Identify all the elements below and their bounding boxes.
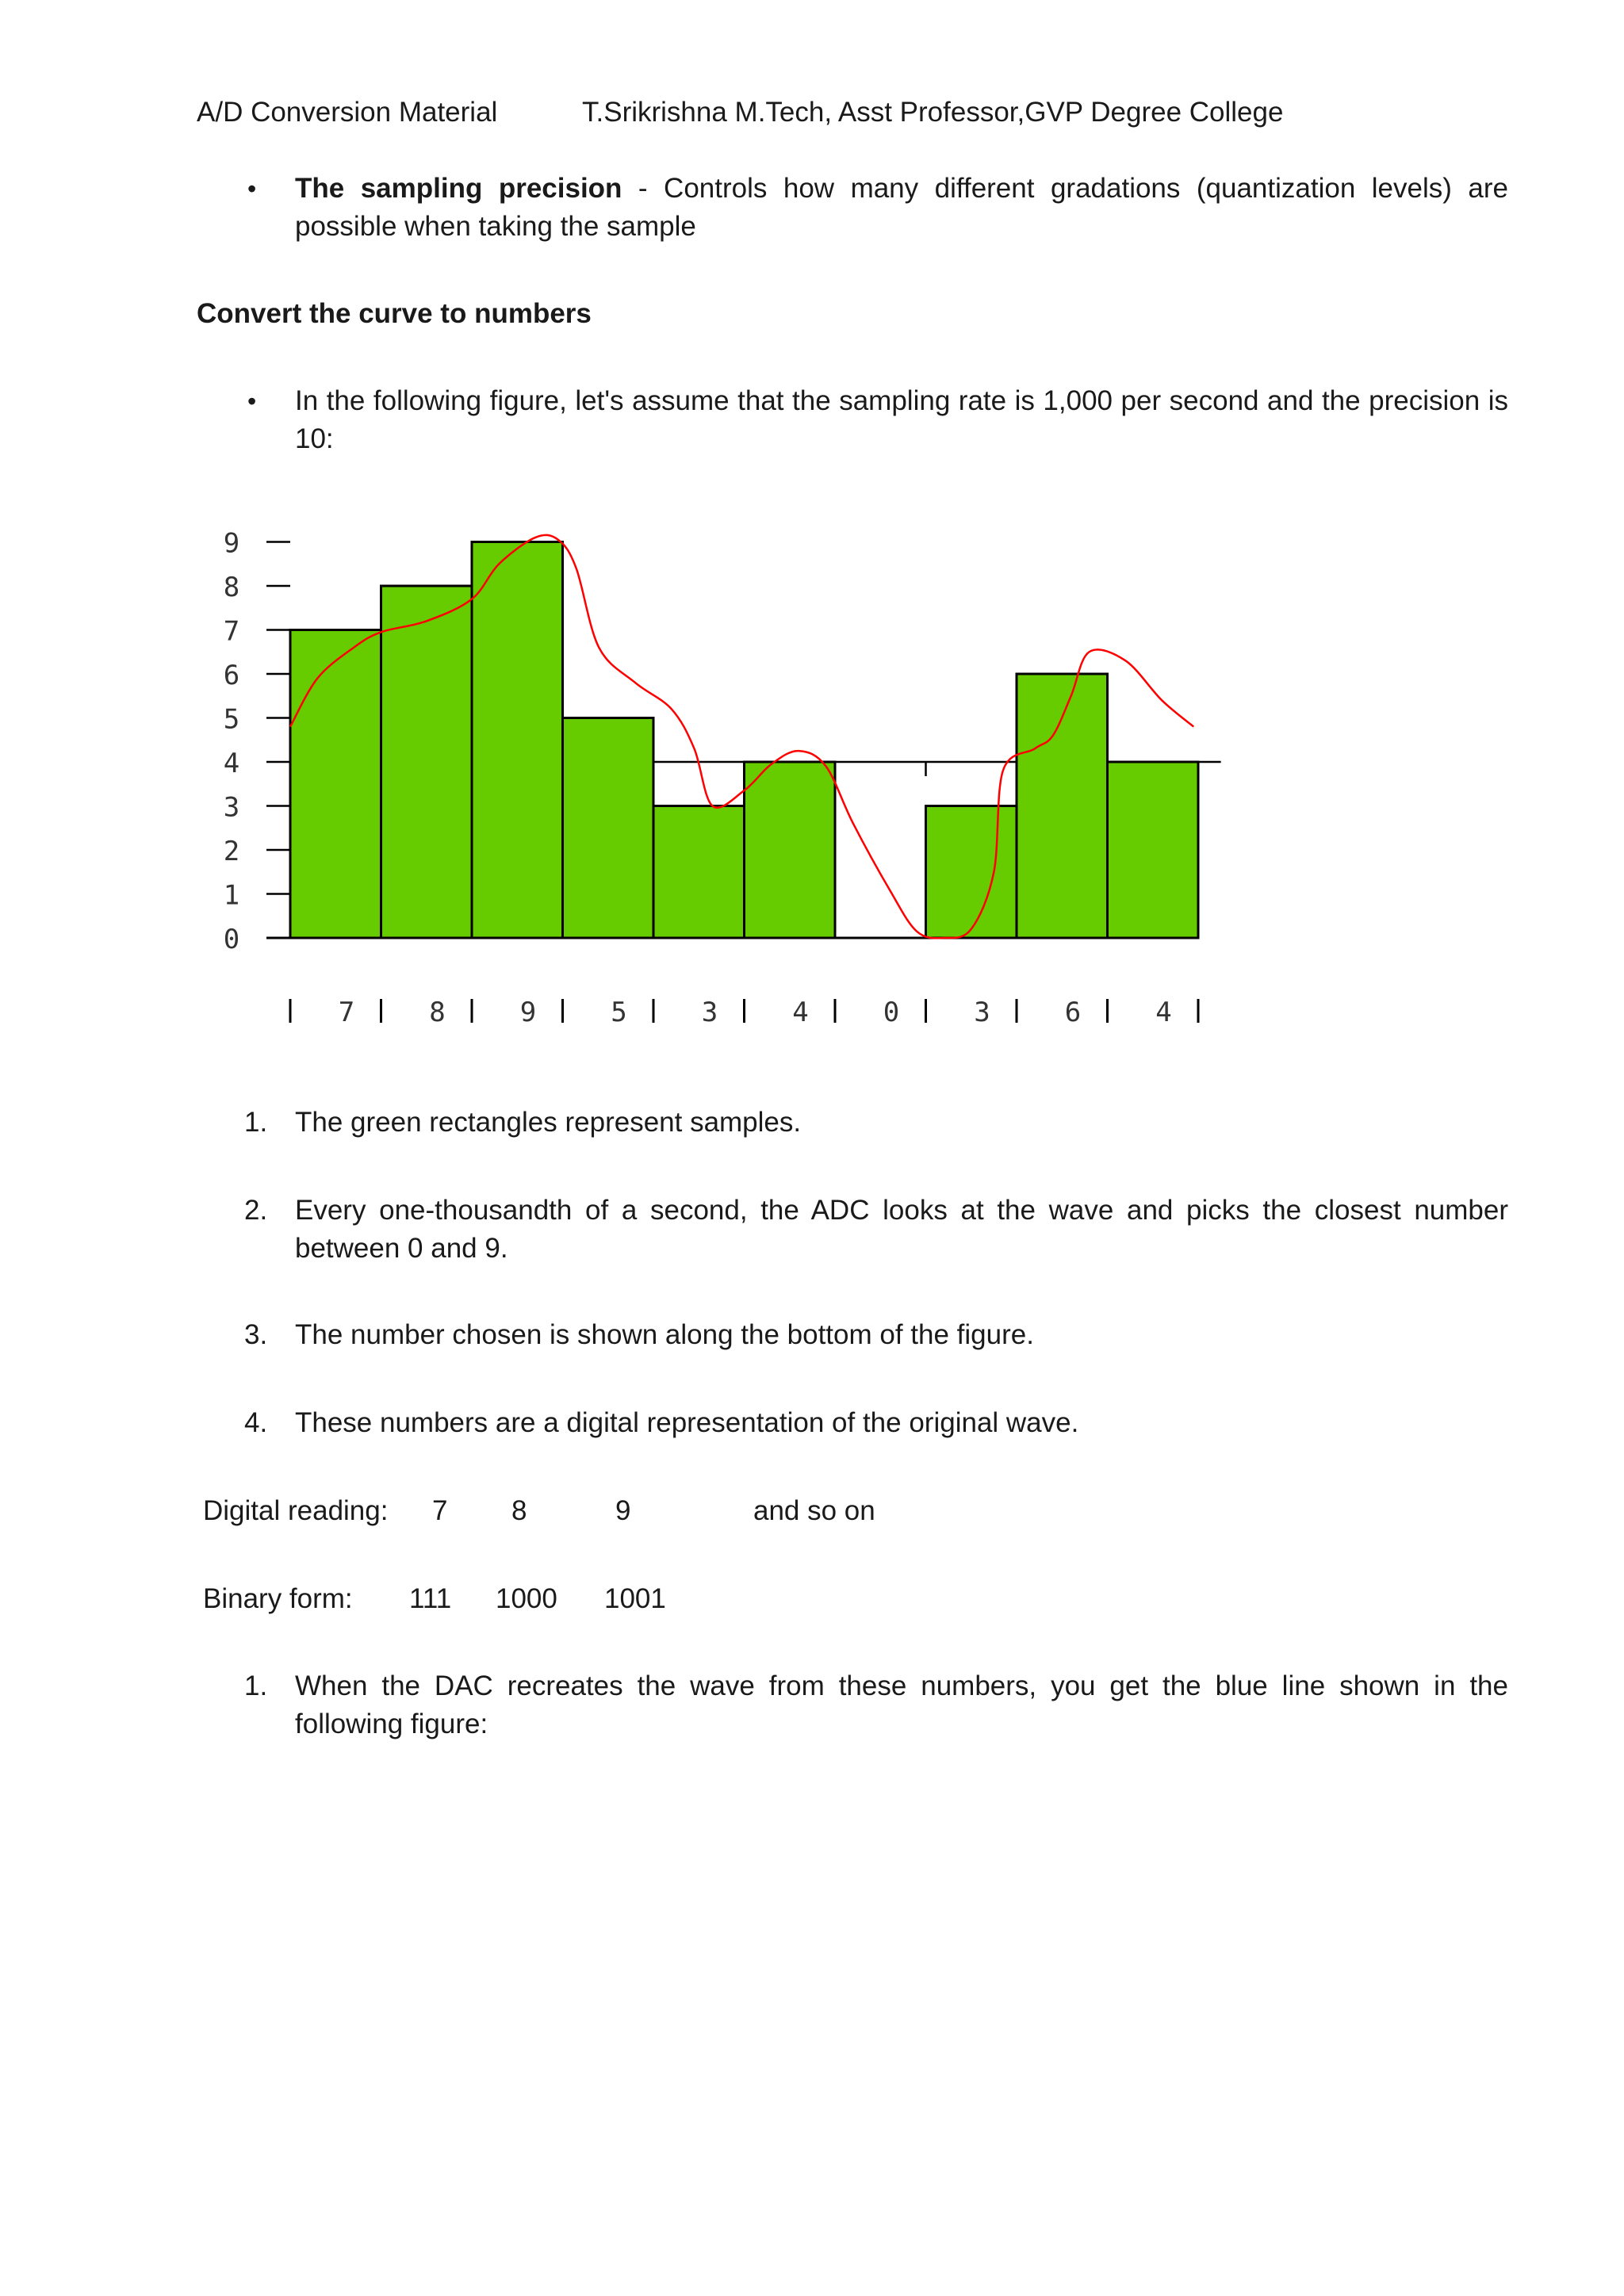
sample-value-label: 3 xyxy=(701,997,718,1028)
sample-value-label: 5 xyxy=(611,997,627,1028)
sampling-chart xyxy=(0,0,1624,1062)
sample-value-label: 9 xyxy=(519,997,537,1028)
bullet-bold-term: The sampling precision xyxy=(295,173,622,204)
list-item: Every one-thousandth of a second, the ADC looks at the wave and picks the closest number between 0 and 9. xyxy=(295,1195,1508,1264)
list-number: 1. xyxy=(244,1670,268,1701)
y-tick-label: 5 xyxy=(223,703,240,736)
digital-reading-tail: and so on xyxy=(753,1495,875,1526)
sample-bar xyxy=(653,806,745,939)
digital-reading-label: Digital reading: xyxy=(203,1495,389,1526)
sample-value-label: 0 xyxy=(883,997,900,1028)
binary-form-label: Binary form: xyxy=(203,1583,353,1614)
y-tick-label: 2 xyxy=(223,836,240,867)
y-tick-label: 0 xyxy=(223,924,240,955)
sample-bar xyxy=(472,542,563,939)
binary-form-value-2: 1000 xyxy=(496,1583,557,1614)
sample-bar xyxy=(1017,674,1108,938)
sample-value-label: 4 xyxy=(792,997,809,1028)
y-tick-label: 4 xyxy=(223,748,240,779)
bullet-description: - Controls how many different gradations (quantization levels) are possible when taking the sample xyxy=(295,173,1508,242)
sample-bar xyxy=(1108,762,1199,938)
sample-bar xyxy=(563,718,654,939)
bullet-dot: • xyxy=(247,174,257,203)
sample-bar xyxy=(745,762,836,938)
sample-bar xyxy=(290,630,381,939)
digital-reading-value-1: 7 xyxy=(432,1495,448,1526)
list-number: 4. xyxy=(244,1407,268,1438)
bullet-dot: • xyxy=(247,387,257,415)
header-left: A/D Conversion Material xyxy=(197,97,498,128)
bullet-sampling-rate: In the following figure, let's assume that the sampling rate is 1,000 per second and the precision is 10: xyxy=(295,385,1508,454)
y-tick-label: 9 xyxy=(223,527,240,560)
list-item: These numbers are a digital representation of the original wave. xyxy=(295,1407,1079,1438)
sample-bar xyxy=(926,806,1017,939)
y-tick-label: 3 xyxy=(223,791,240,824)
section-heading: Convert the curve to numbers xyxy=(197,298,592,329)
list-number: 1. xyxy=(244,1107,268,1138)
list-item: The number chosen is shown along the bottom of the figure. xyxy=(295,1319,1034,1350)
y-tick-label: 7 xyxy=(223,615,240,648)
digital-reading-value-2: 8 xyxy=(511,1495,527,1526)
sample-value-label: 3 xyxy=(974,997,990,1028)
sample-value-label: 6 xyxy=(1064,997,1082,1028)
binary-form-value-3: 1001 xyxy=(604,1583,666,1614)
y-tick-label: 6 xyxy=(223,660,240,691)
list-item: When the DAC recreates the wave from these numbers, you get the blue line shown in the following figure: xyxy=(295,1670,1508,1739)
y-tick-label: 1 xyxy=(223,879,240,912)
sample-bar xyxy=(381,586,473,938)
digital-reading-value-3: 9 xyxy=(615,1495,631,1526)
list-number: 3. xyxy=(244,1319,268,1350)
sample-value-label: 7 xyxy=(338,997,355,1028)
list-item: The green rectangles represent samples. xyxy=(295,1107,802,1138)
sample-value-label: 8 xyxy=(429,997,446,1028)
header-right: T.Srikrishna M.Tech, Asst Professor,GVP Degree College xyxy=(582,97,1284,128)
list-number: 2. xyxy=(244,1195,268,1226)
sample-value-label: 4 xyxy=(1155,997,1172,1028)
y-tick-label: 8 xyxy=(223,572,240,603)
binary-form-value-1: 111 xyxy=(409,1583,452,1614)
